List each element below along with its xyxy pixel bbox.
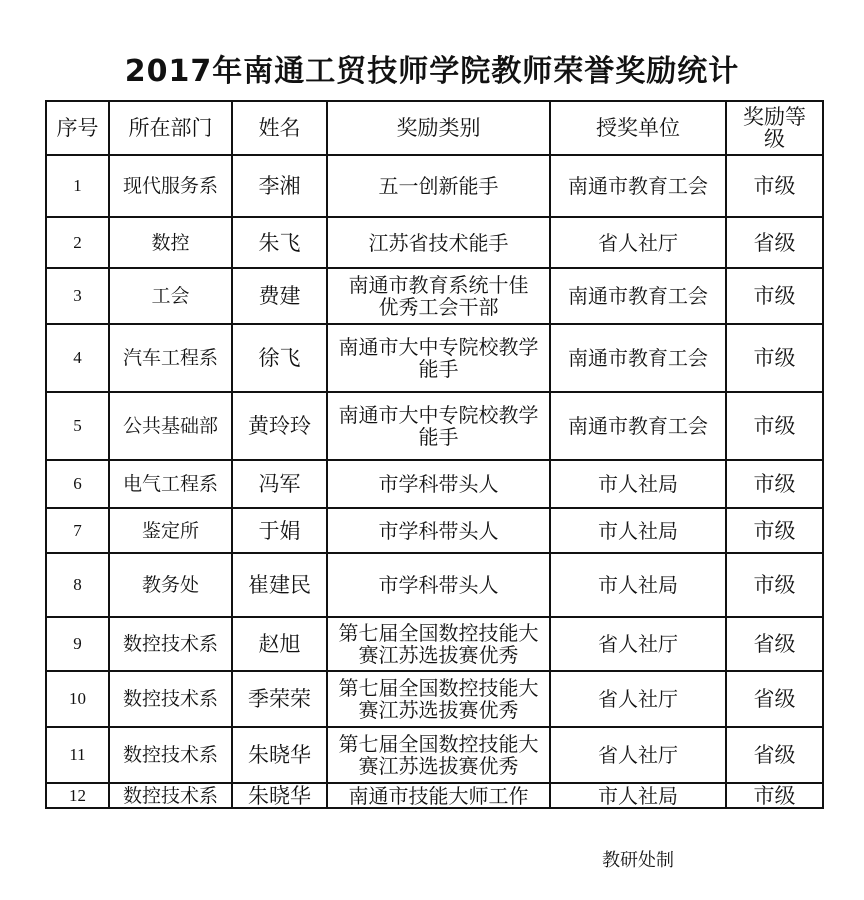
cell-seq: 2 — [46, 217, 109, 268]
cell-name: 费建 — [232, 268, 327, 324]
cell-level: 市级 — [726, 553, 823, 617]
cell-name: 徐飞 — [232, 324, 327, 392]
cell-unit: 南通市教育工会 — [550, 155, 726, 217]
award-table — [45, 100, 824, 809]
table-row — [46, 217, 823, 268]
cell-name: 朱晓华 — [232, 727, 327, 783]
cell-level: 市级 — [726, 783, 823, 808]
cell-unit: 南通市教育工会 — [550, 268, 726, 324]
cell-dept: 鉴定所 — [109, 508, 232, 553]
cell-seq: 4 — [46, 324, 109, 392]
cell-unit: 南通市教育工会 — [550, 392, 726, 460]
cell-type: 南通市技能大师工作 — [327, 783, 550, 808]
table-row — [46, 460, 823, 508]
cell-unit: 省人社厅 — [550, 671, 726, 727]
cell-type: 江苏省技术能手 — [327, 217, 550, 268]
table-row — [46, 324, 823, 392]
cell-type: 第七届全国数控技能大赛江苏选拔赛优秀 — [327, 671, 550, 727]
cell-name: 朱飞 — [232, 217, 327, 268]
cell-type: 第七届全国数控技能大赛江苏选拔赛优秀 — [327, 727, 550, 783]
cell-name: 崔建民 — [232, 553, 327, 617]
header-unit: 授奖单位 — [550, 101, 726, 155]
table-row — [46, 392, 823, 460]
header-dept: 所在部门 — [109, 101, 232, 155]
cell-name: 冯军 — [232, 460, 327, 508]
cell-name: 季荣荣 — [232, 671, 327, 727]
table-row — [46, 553, 823, 617]
cell-dept: 汽车工程系 — [109, 324, 232, 392]
cell-level: 市级 — [726, 268, 823, 324]
cell-dept: 数控 — [109, 217, 232, 268]
cell-name: 赵旭 — [232, 617, 327, 671]
header-type: 奖励类别 — [327, 101, 550, 155]
cell-name: 于娟 — [232, 508, 327, 553]
cell-unit: 市人社局 — [550, 508, 726, 553]
cell-dept: 数控技术系 — [109, 617, 232, 671]
cell-level: 市级 — [726, 155, 823, 217]
cell-seq: 9 — [46, 617, 109, 671]
cell-type: 市学科带头人 — [327, 508, 550, 553]
cell-unit: 市人社局 — [550, 553, 726, 617]
cell-seq: 7 — [46, 508, 109, 553]
cell-seq: 5 — [46, 392, 109, 460]
cell-unit: 南通市教育工会 — [550, 324, 726, 392]
table-row — [46, 727, 823, 783]
cell-dept: 电气工程系 — [109, 460, 232, 508]
cell-type: 市学科带头人 — [327, 553, 550, 617]
header-level: 奖励等级 — [726, 101, 823, 155]
cell-type: 五一创新能手 — [327, 155, 550, 217]
cell-seq: 8 — [46, 553, 109, 617]
cell-seq: 6 — [46, 460, 109, 508]
cell-unit: 省人社厅 — [550, 217, 726, 268]
cell-unit: 省人社厅 — [550, 727, 726, 783]
cell-level: 省级 — [726, 617, 823, 671]
header-seq: 序号 — [46, 101, 109, 155]
table-row — [46, 617, 823, 671]
cell-dept: 数控技术系 — [109, 671, 232, 727]
cell-type: 南通市大中专院校教学能手 — [327, 392, 550, 460]
cell-type: 南通市教育系统十佳优秀工会干部 — [327, 268, 550, 324]
cell-dept: 数控技术系 — [109, 727, 232, 783]
cell-level: 市级 — [726, 508, 823, 553]
table-row — [46, 508, 823, 553]
cell-dept: 公共基础部 — [109, 392, 232, 460]
cell-name: 李湘 — [232, 155, 327, 217]
cell-level: 市级 — [726, 392, 823, 460]
cell-level: 省级 — [726, 671, 823, 727]
cell-name: 黄玲玲 — [232, 392, 327, 460]
cell-seq: 3 — [46, 268, 109, 324]
cell-seq: 11 — [46, 727, 109, 783]
footer-note: 教研处制 — [602, 850, 674, 871]
cell-type: 南通市大中专院校教学能手 — [327, 324, 550, 392]
cell-level: 省级 — [726, 727, 823, 783]
cell-type: 第七届全国数控技能大赛江苏选拔赛优秀 — [327, 617, 550, 671]
table-row — [46, 268, 823, 324]
cell-level: 市级 — [726, 460, 823, 508]
cell-dept: 工会 — [109, 268, 232, 324]
table-row — [46, 671, 823, 727]
cell-dept: 现代服务系 — [109, 155, 232, 217]
cell-unit: 市人社局 — [550, 783, 726, 808]
table-row — [46, 783, 823, 808]
header-row — [46, 101, 823, 155]
cell-level: 省级 — [726, 217, 823, 268]
cell-seq: 1 — [46, 155, 109, 217]
cell-name: 朱晓华 — [232, 783, 327, 808]
header-name: 姓名 — [232, 101, 327, 155]
cell-level: 市级 — [726, 324, 823, 392]
cell-unit: 省人社厅 — [550, 617, 726, 671]
table-row — [46, 155, 823, 217]
cell-type: 市学科带头人 — [327, 460, 550, 508]
cell-seq: 10 — [46, 671, 109, 727]
cell-seq: 12 — [46, 783, 109, 808]
cell-dept: 数控技术系 — [109, 783, 232, 808]
cell-dept: 教务处 — [109, 553, 232, 617]
cell-unit: 市人社局 — [550, 460, 726, 508]
document-title: 2017年南通工贸技师学院教师荣誉奖励统计 — [124, 54, 740, 89]
